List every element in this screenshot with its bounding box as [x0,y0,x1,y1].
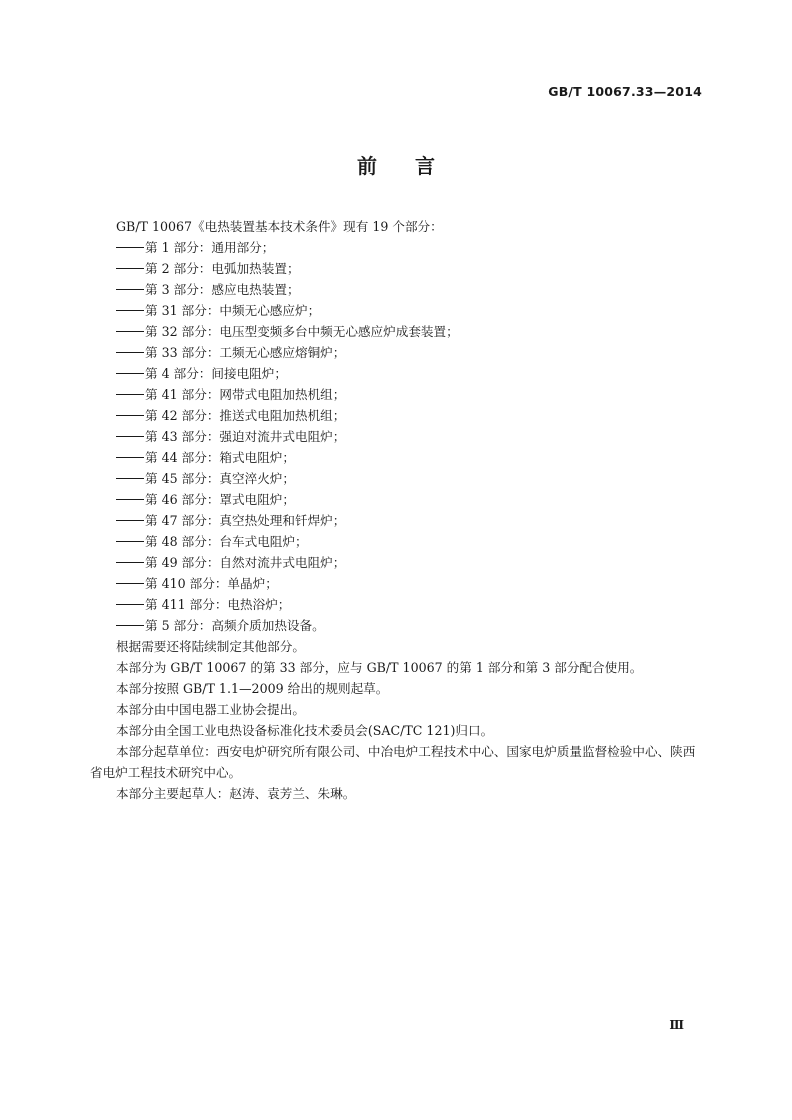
em-dash [116,289,144,290]
em-dash [116,310,144,311]
standard-number: GB/T 10067.33—2014 [548,84,702,99]
list-item [90,426,706,447]
paragraph-drafting-units: 本部分起草单位：西安电炉研究所有限公司、中冶电炉工程技术中心、国家电炉质量监督检验中心、陕西省电炉工程技术研究中心。 [90,744,696,780]
intro-paragraph: GB/T 10067《电热装置基本技术条件》现有 19 个部分： [116,219,443,234]
list-item-text: 第 1 部分：通用部分； [145,240,275,255]
list-item [90,552,706,573]
em-dash [116,562,144,563]
list-item-text: 第 410 部分：单晶炉； [145,576,278,591]
list-item-text: 第 48 部分：台车式电阻炉； [145,534,308,549]
list-item [90,321,706,342]
paragraph: 本部分由全国工业电热设备标准化技术委员会(SAC/TC 121)归口。 [116,723,494,738]
em-dash [116,331,144,332]
em-dash [116,352,144,353]
list-item-text: 第 31 部分：中频无心感应炉； [145,303,321,318]
list-item [90,384,706,405]
paragraph-drafters: 本部分主要起草人：赵涛、袁芳兰、朱琳。 [116,786,356,801]
paragraph: 本部分由中国电器工业协会提出。 [116,702,305,717]
list-item-text: 第 32 部分：电压型变频多台中频无心感应炉成套装置； [145,324,459,339]
list-item-text: 第 41 部分：网带式电阻加热机组； [145,387,346,402]
em-dash [116,583,144,584]
em-dash [116,394,144,395]
list-item-text: 第 3 部分：感应电热装置； [145,282,300,297]
em-dash [116,436,144,437]
parts-list [90,237,706,636]
list-item [90,405,706,426]
list-item-text: 第 47 部分：真空热处理和钎焊炉； [145,513,346,528]
list-item [90,237,706,258]
list-item [90,468,706,489]
list-item [90,594,706,615]
list-item-text: 第 33 部分：工频无心感应熔铜炉； [145,345,346,360]
list-item [90,573,706,594]
list-item-text: 第 45 部分：真空淬火炉； [145,471,295,486]
em-dash [116,499,144,500]
list-item-text: 第 4 部分：间接电阻炉； [145,366,287,381]
em-dash [116,373,144,374]
em-dash [116,604,144,605]
list-item [90,510,706,531]
page-title: 前言 [357,154,473,178]
em-dash [116,457,144,458]
list-item [90,279,706,300]
list-item [90,258,706,279]
list-item [90,615,706,636]
list-item-text: 第 49 部分：自然对流井式电阻炉； [145,555,346,570]
list-item-text: 第 42 部分：推送式电阻加热机组； [145,408,346,423]
em-dash [116,415,144,416]
body-text [90,216,706,804]
em-dash [116,625,144,626]
em-dash [116,247,144,248]
em-dash [116,268,144,269]
list-item [90,489,706,510]
paragraph: 根据需要还将陆续制定其他部分。 [116,639,305,654]
paragraph: 本部分按照 GB/T 1.1—2009 给出的规则起草。 [116,681,389,696]
list-item-text: 第 2 部分：电弧加热装置； [145,261,300,276]
page-number: Ⅲ [669,1018,684,1032]
list-item [90,363,706,384]
em-dash [116,478,144,479]
list-item-text: 第 44 部分：箱式电阻炉； [145,450,295,465]
list-item [90,300,706,321]
em-dash [116,520,144,521]
list-item [90,531,706,552]
list-item-text: 第 43 部分：强迫对流井式电阻炉； [145,429,346,444]
list-item-text: 第 46 部分：罩式电阻炉； [145,492,295,507]
list-item [90,342,706,363]
em-dash [116,541,144,542]
paragraph: 本部分为 GB/T 10067 的第 33 部分，应与 GB/T 10067 的第 1 部分和第 3 部分配合使用。 [116,660,643,675]
list-item [90,447,706,468]
list-item-text: 第 5 部分：高频介质加热设备。 [145,618,325,633]
list-item-text: 第 411 部分：电热浴炉； [145,597,291,612]
